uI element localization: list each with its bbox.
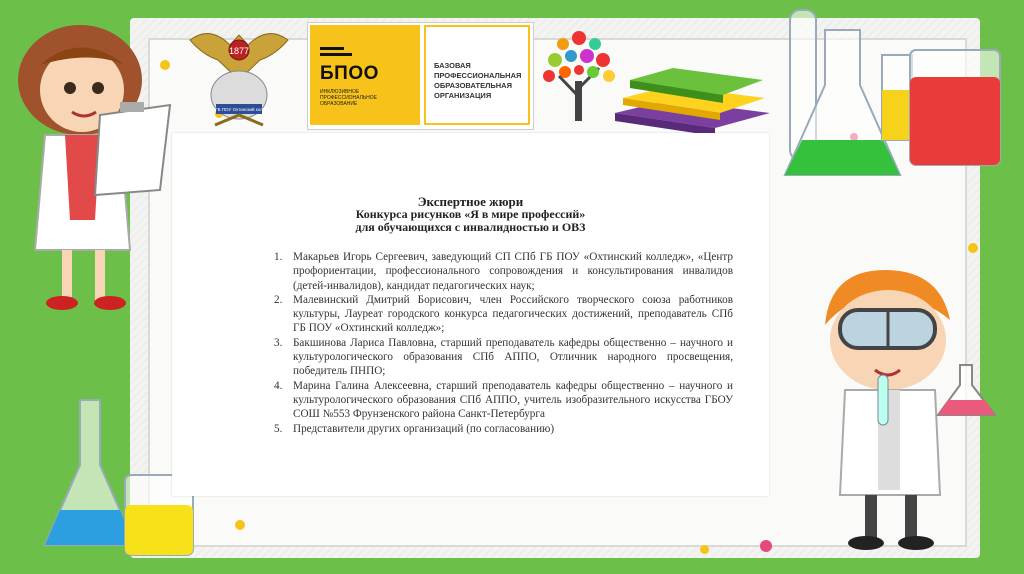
list-item-text: Марина Галина Алексеевна, старший преподаватель кафедры общественно – научного и культурологического образования СПб АППО, учитель изобразительного искусства ГБОУ СОШ №553 Фрунзенского района Санкт-Петербурга — [293, 379, 733, 421]
jury-document — [172, 133, 769, 496]
document-subtitle-2: для обучающихся с инвалидностью и ОВЗ — [355, 220, 586, 234]
decor-dot — [760, 540, 772, 552]
bpoo-logo-right — [424, 25, 530, 125]
list-item-number: 1. — [274, 251, 283, 263]
books-icon — [605, 58, 775, 138]
list-item-number: 2. — [274, 293, 283, 306]
bpoo-title: БПОО — [320, 63, 379, 84]
emblem-icon — [180, 20, 298, 132]
list-item-number: 5. — [274, 422, 283, 435]
jury-list — [172, 250, 769, 436]
emblem-year: 1877 — [228, 46, 250, 56]
document-title: Экспертное жюри — [417, 194, 524, 209]
bpoo-logo-left — [310, 25, 420, 125]
bpoo-right-text: БАЗОВАЯ ПРОФЕССИОНАЛЬНАЯ ОБРАЗОВАТЕЛЬНАЯ ОРГАНИЗАЦИЯ — [434, 61, 522, 100]
girl-scientist-illustration — [0, 20, 190, 320]
list-item — [172, 336, 769, 379]
emblem-caption: СПБ ГБ ПОУ Охтинский колледж — [204, 107, 274, 112]
bpoo-subtitle: ИНКЛЮЗИВНОЕ ПРОФЕССИОНАЛЬНОЕ ОБРАЗОВАНИЕ — [320, 89, 378, 107]
decor-dot — [968, 243, 978, 253]
decor-dot — [235, 520, 245, 530]
list-item-text: Бакшинова Лариса Павловна, старший преподаватель кафедры общественно – научного и культурологического образования СПб АППО, Отличник народного просвещения, победитель ПНПО; — [293, 336, 733, 378]
flask-icon — [770, 5, 1020, 190]
list-item-number: 3. — [274, 336, 283, 349]
list-item-number: 4. — [274, 379, 283, 392]
list-item-text: Малевинский Дмитрий Борисович, член Российского творческого союза работников культуры, Лауреат городского конкурса педагогических достижений, преподаватель СПб ГБ ПОУ «Охтинский колледж»; — [293, 293, 733, 335]
list-item-text: Представители других организаций (по согласованию) — [293, 422, 555, 435]
boy-scientist-illustration — [800, 265, 1015, 560]
list-item — [172, 379, 769, 422]
bpoo-logo — [307, 22, 534, 130]
document-subtitle-1: Конкурса рисунков «Я в мире профессий» — [355, 207, 586, 221]
list-item — [172, 422, 769, 436]
decor-dot — [700, 545, 709, 554]
list-item — [172, 293, 769, 336]
bpoo-bars-icon — [320, 47, 360, 59]
list-item — [172, 250, 769, 293]
list-item-text: Макарьев Игорь Сергеевич, заведующий СП СПб ГБ ПОУ «Охтинский колледж», «Центр профориентации, профессионального сопровождения и консультирования инвалидов (детей-инвалидов), кандидат педагогических наук; — [293, 251, 733, 292]
